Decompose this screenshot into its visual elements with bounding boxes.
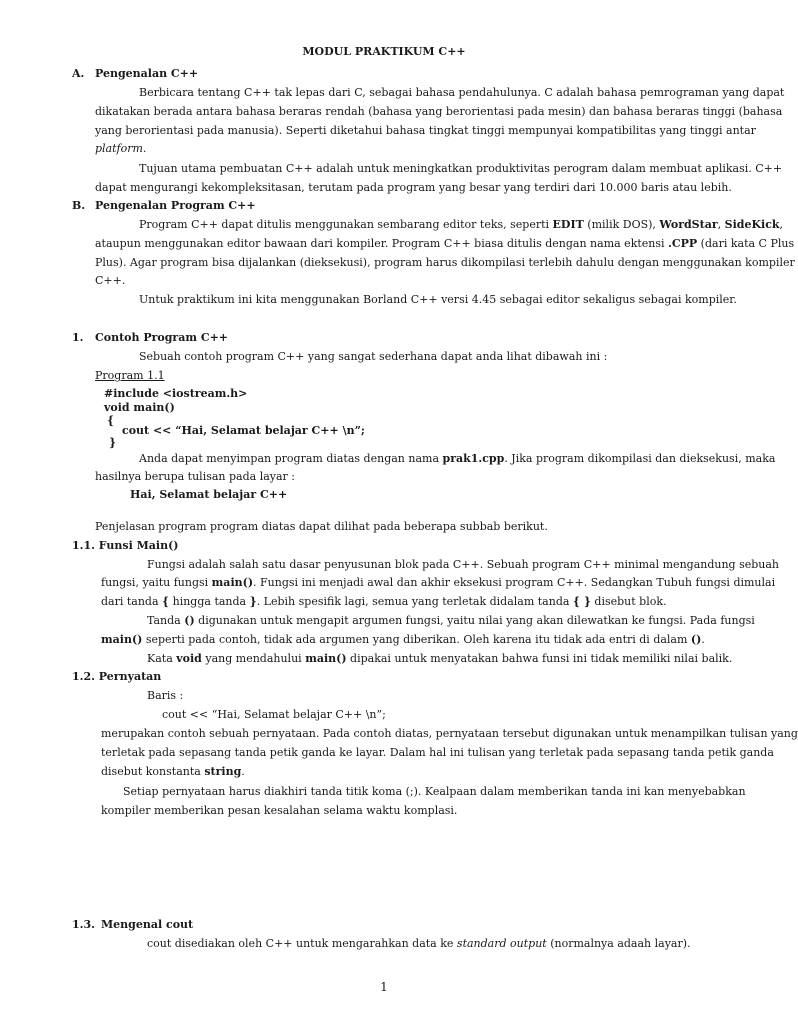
term-main: main(): [211, 576, 254, 589]
term-platform: platform: [95, 142, 143, 155]
text: disebut konstanta: [101, 765, 205, 778]
code-line: void main(): [104, 401, 175, 414]
paragraph-line: merupakan contoh sebuah pernyataan. Pada contoh diatas, pernyataan tersebut digunakan untuk menampilkan tulisan yang: [101, 727, 798, 740]
term-close-brace: }: [249, 595, 257, 608]
program-output: Hai, Selamat belajar C++: [130, 488, 288, 501]
text: digunakan untuk mengapit argumen fungsi, yaitu nilai yang akan dilewatkan ke fungsi. Pada fungsi: [194, 614, 755, 627]
term-string: string: [204, 765, 242, 778]
text: . Lebih spesifik lagi, semua yang terletak didalam tanda: [256, 595, 573, 608]
section-b-heading: Pengenalan Program C++: [95, 199, 256, 212]
paragraph-line: Plus). Agar program bisa dijalankan (dieksekusi), program harus dikompilasi terlebih dahulu dengan menggunakan kompiler: [95, 256, 795, 269]
text: . Fungsi ini menjadi awal dan akhir eksekusi program C++. Sedangkan Tubuh fungsi dimulai: [253, 576, 776, 589]
term-wordstar: WordStar: [659, 218, 718, 231]
code-line: #include <iostream.h>: [104, 387, 248, 400]
text: (normalnya adaah layar).: [546, 937, 691, 950]
page-number: 1: [380, 980, 388, 994]
paragraph-line: yang berorientasi pada manusia). Seperti diketahui bahasa tingkat tinggi mempunyai kompatibilitas yang tinggi antar: [95, 124, 756, 137]
term-parens: (): [184, 614, 195, 627]
text: dipakai untuk menyatakan bahwa funsi ini tidak memiliki nilai balik.: [346, 652, 733, 665]
paragraph-line: [101, 765, 245, 778]
paragraph-line: [139, 218, 783, 231]
term-cpp: .CPP: [668, 237, 698, 250]
term-standard-output: standard output: [456, 937, 547, 950]
text: .: [701, 633, 705, 646]
paragraph-line: terletak pada sepasang tanda petik ganda ke layar. Dalam hal ini tulisan yang terletak pada sepasang tanda petik ganda: [101, 746, 774, 759]
term-main: main(): [101, 633, 143, 646]
text: disebut blok.: [590, 595, 667, 608]
section-1-3-number: 1.3.: [72, 918, 95, 931]
text: (milik DOS),: [583, 218, 660, 231]
text: Kata: [147, 652, 177, 665]
paragraph-line: Berbicara tentang C++ tak lepas dari C, sebagai bahasa pendahulunya. C adalah bahasa pemrograman yang dapat: [139, 86, 785, 99]
text: (dari kata C Plus: [697, 237, 795, 250]
text: ,: [717, 218, 725, 231]
page-title: MODUL PRAKTIKUM C++: [302, 45, 466, 58]
code-line: cout << “Hai, Selamat belajar C++ \n”;: [122, 424, 365, 437]
section-a-number: A.: [72, 67, 85, 80]
paragraph-line: dikatakan berada antara bahasa beraras rendah (bahasa yang berorientasi pada mesin) dan bahasa beraras tinggi (bahasa: [95, 105, 783, 118]
section-b-number: B.: [72, 199, 86, 212]
program-label: Program 1.1: [95, 369, 165, 382]
text: . Jika program dikompilasi dan dieksekusi, maka: [504, 452, 776, 465]
paragraph-line: [95, 142, 146, 155]
term-open-brace: {: [162, 595, 170, 608]
term-main: main(): [305, 652, 347, 665]
section-1-1-heading: 1.1. Funsi Main(): [72, 539, 179, 552]
paragraph-line: [147, 937, 691, 950]
section-1-2-heading: 1.2. Pernyatan: [72, 670, 162, 683]
paragraph-line: [147, 652, 732, 665]
text: seperti pada contoh, tidak ada argumen yang diberikan. Oleh karena itu tidak ada entri di dalam: [142, 633, 691, 646]
text: dari tanda: [101, 595, 163, 608]
paragraph-line: dapat mengurangi kekompleksitasan, terutam pada program yang besar yang terdiri dari 10.000 baris atau lebih.: [95, 181, 732, 194]
paragraph-line: kompiler memberikan pesan kesalahan selama waktu komplasi.: [101, 804, 458, 817]
text: yang mendahului: [201, 652, 306, 665]
file-name: prak1.cpp: [442, 452, 505, 465]
text: hingga tanda: [169, 595, 250, 608]
paragraph-line: [101, 576, 775, 589]
paragraph-line: Untuk praktikum ini kita menggunakan Borland C++ versi 4.45 sebagai editor sekaligus sebagai kompiler.: [139, 293, 737, 306]
text: Anda dapat menyimpan program diatas dengan nama: [139, 452, 443, 465]
section-1-heading: Contoh Program C++: [95, 331, 229, 344]
text: .: [142, 142, 147, 155]
paragraph-line: [101, 595, 667, 608]
paragraph-line: Sebuah contoh program C++ yang sangat sederhana dapat anda lihat dibawah ini :: [139, 350, 608, 363]
text: fungsi, yaitu fungsi: [101, 576, 212, 589]
text: ataupun menggunakan editor bawaan dari kompiler. Program C++ biasa ditulis dengan nama ektensi: [95, 237, 669, 250]
paragraph-line: Tujuan utama pembuatan C++ adalah untuk meningkatkan produktivitas perogram dalam membuat aplikasi. C++: [139, 162, 783, 175]
code-line: {: [107, 414, 115, 427]
section-1-number: 1.: [72, 331, 84, 344]
term-void: void: [176, 652, 202, 665]
section-a-heading: Pengenalan C++: [95, 67, 199, 80]
paragraph-line: Penjelasan program program diatas dapat dilihat pada beberapa subbab berikut.: [95, 520, 548, 533]
text: cout disediakan oleh C++ untuk mengarahkan data ke: [147, 937, 457, 950]
term-sidekick: SideKick: [724, 218, 780, 231]
paragraph-line: [101, 633, 705, 646]
paragraph-line: Baris :: [147, 689, 184, 702]
paragraph-line: Setiap pernyataan harus diakhiri tanda titik koma (;). Kealpaan dalam memberikan tanda ini kan menyebabkan: [123, 785, 746, 798]
term-braces: { }: [572, 595, 591, 608]
paragraph-line: [139, 452, 775, 465]
paragraph-line: [95, 237, 794, 250]
text: Program C++ dapat ditulis menggunakan sembarang editor teks, seperti: [139, 218, 553, 231]
term-parens: (): [690, 633, 702, 646]
text: Tanda: [147, 614, 185, 627]
section-1-3-heading: Mengenal cout: [101, 918, 194, 931]
paragraph-line: [147, 614, 755, 627]
text: ,: [779, 218, 784, 231]
text: .: [241, 765, 245, 778]
paragraph-line: hasilnya berupa tulisan pada layar :: [95, 470, 295, 483]
code-line: cout << “Hai, Selamat belajar C++ \n”;: [162, 708, 386, 721]
term-edit: EDIT: [552, 218, 584, 231]
paragraph-line: Fungsi adalah salah satu dasar penyusunan blok pada C++. Sebuah program C++ minimal mengandung sebuah: [147, 558, 780, 571]
code-line: }: [109, 436, 117, 449]
paragraph-line: C++.: [95, 274, 126, 287]
